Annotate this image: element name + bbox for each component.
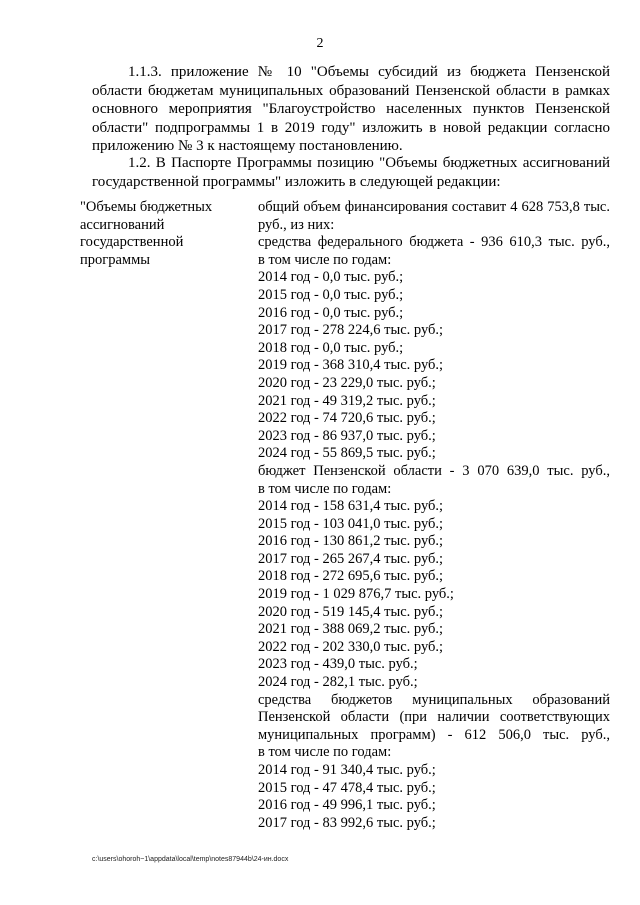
table-value-line: 2023 год - 86 937,0 тыс. руб.; [258, 427, 436, 444]
table-label-line: "Объемы бюджетных [80, 199, 213, 215]
table-value-line: 2021 год - 49 319,2 тыс. руб.; [258, 392, 436, 409]
table-value-line: 2022 год - 202 330,0 тыс. руб.; [258, 638, 444, 655]
paragraph-2-text: 1.2. В Паспорте Программы позицию "Объемы бюджетных ассигнований государственной программы" изложить в следующей редакции: [92, 155, 610, 190]
table-value-line: 2024 год - 282,1 тыс. руб.; [258, 674, 418, 691]
table-value-line: Пензенской области (при наличии соответствующих [258, 709, 610, 726]
table-value-line: 2014 год - 158 631,4 тыс. руб.; [258, 498, 444, 515]
table-value-line: в том числе по годам: [258, 480, 392, 497]
table-value-line: 2014 год - 91 340,4 тыс. руб.; [258, 762, 436, 778]
table-value-line: 2020 год - 23 229,0 тыс. руб.; [258, 374, 436, 391]
table-value-line: в том числе по годам: [258, 251, 392, 268]
table-label-cell [80, 199, 250, 269]
table-value-line: 2017 год - 83 992,6 тыс. руб.; [258, 814, 436, 831]
table-value-line: 2020 год - 519 145,4 тыс. руб.; [258, 603, 444, 620]
table-value-line: бюджет Пензенской области - 3 070 639,0 тыс. руб., [258, 462, 610, 479]
table-value-line: 2017 год - 278 224,6 тыс. руб.; [258, 322, 444, 339]
table-value-line: средства федерального бюджета - 936 610,3 тыс. руб., [258, 234, 610, 251]
table-value-line: 2015 год - 0,0 тыс. руб.; [258, 286, 404, 303]
paragraph-appendix-10 [92, 63, 610, 156]
table-value-line: 2018 год - 272 695,6 тыс. руб.; [258, 568, 444, 585]
paragraph-passport-change [92, 154, 610, 191]
table-label-line: государственной [80, 234, 184, 251]
table-value-line: 2015 год - 47 478,4 тыс. руб.; [258, 779, 436, 796]
footer-file-path: c:\users\ohoroh~1\appdata\local\temp\notes87944b\24-ин.docx [92, 856, 289, 863]
table-value-line: 2016 год - 0,0 тыс. руб.; [258, 304, 404, 321]
table-value-line: 2014 год - 0,0 тыс. руб.; [258, 269, 404, 286]
table-value-line: 2019 год - 368 310,4 тыс. руб.; [258, 357, 444, 374]
table-value-line: 2021 год - 388 069,2 тыс. руб.; [258, 621, 444, 638]
table-value-line: 2018 год - 0,0 тыс. руб.; [258, 339, 404, 356]
table-value-line: муниципальных программ) - 612 506,0 тыс. руб., [258, 726, 610, 743]
table-value-line: 2017 год - 265 267,4 тыс. руб.; [258, 550, 444, 567]
table-value-line: 2016 год - 130 861,2 тыс. руб.; [258, 533, 444, 550]
paragraph-1-text: 1.1.3. приложение № 10 "Объемы субсидий из бюджета Пензенской области бюджетам муниципальных образований Пензенской области в рамках основного мероприятия "Благоустройство населенных пунктов Пензенской области" подпрограммы 1 в 2019 году" изложить в новой редакции согласно приложению № 3 к настоящему постановлению. [92, 64, 610, 154]
table-value-line: 2015 год - 103 041,0 тыс. руб.; [258, 515, 444, 532]
table-value-line: 2022 год - 74 720,6 тыс. руб.; [258, 410, 436, 427]
table-label-line: ассигнований [80, 216, 165, 233]
table-value-cell [258, 199, 610, 832]
table-value-line: 2019 год - 1 029 876,7 тыс. руб.; [258, 586, 454, 603]
table-value-line: общий объем финансирования составит 4 628 753,8 тыс. [258, 199, 610, 215]
table-value-line: 2016 год - 49 996,1 тыс. руб.; [258, 797, 436, 814]
table-value-line: 2023 год - 439,0 тыс. руб.; [258, 656, 418, 673]
table-label-line: программы [80, 251, 150, 268]
table-value-line: 2024 год - 55 869,5 тыс. руб.; [258, 445, 436, 462]
table-value-line: руб., из них: [258, 216, 335, 233]
table-value-line: средства бюджетов муниципальных образований [258, 691, 610, 708]
table-value-line: в том числе по годам: [258, 744, 392, 761]
page-number: 2 [316, 36, 324, 51]
